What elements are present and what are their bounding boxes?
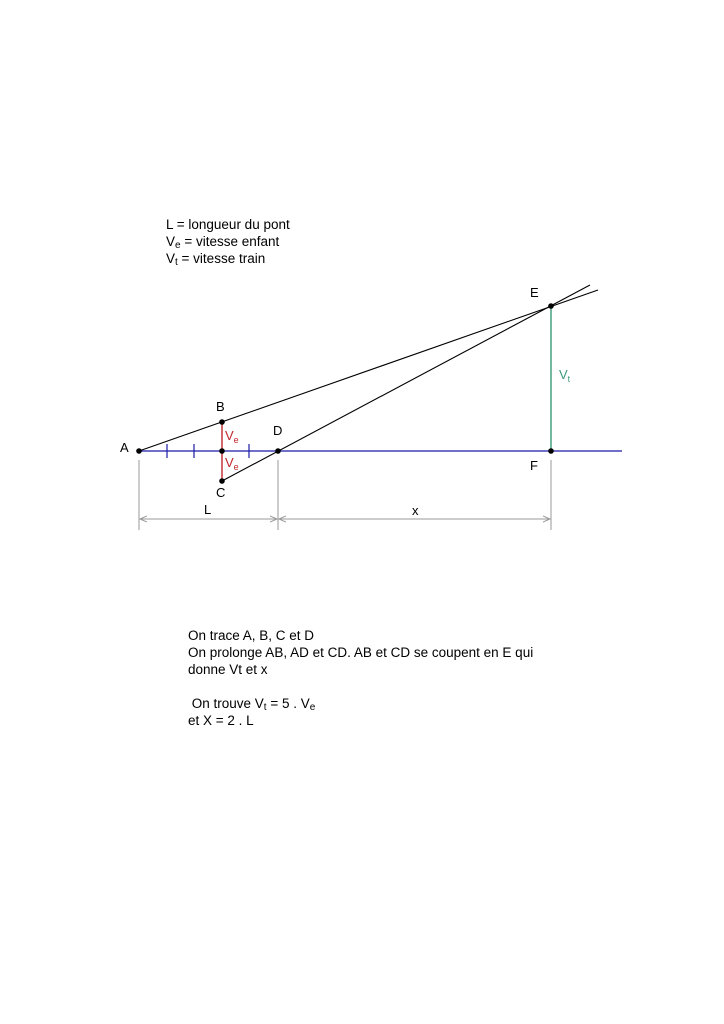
label-A: A (120, 440, 129, 455)
label-vt: $V_t$ (559, 367, 571, 384)
point-F (548, 448, 554, 454)
legend-vt-text: = vitesse train (177, 251, 266, 266)
point-B (219, 419, 225, 425)
label-dim-L: L (204, 502, 212, 517)
point-E (548, 303, 554, 309)
note-result-sub-t: t (263, 702, 267, 713)
legend-vt-sub: t (175, 257, 178, 268)
label-dim-x: x (412, 503, 419, 518)
note-line-3: donne Vt et x (188, 662, 268, 677)
note-result-sub-e: e (309, 702, 316, 713)
point-C (219, 478, 225, 484)
legend-line-length: L = longueur du pont (166, 217, 290, 232)
label-D: D (273, 423, 283, 438)
label-ve-lower: $V_e$ (225, 455, 239, 472)
note-line-2: On prolonge AB, AD et CD. AB et CD se coupent en E qui (188, 645, 534, 660)
label-F: F (530, 458, 538, 473)
note-line-result-vt (188, 695, 533, 712)
note-blank-line (188, 678, 533, 695)
label-B: B (216, 399, 225, 414)
note-result-prefix: On trouve V (188, 696, 264, 711)
label-C: C (216, 485, 226, 500)
point-D (275, 448, 281, 454)
legend-ve-text: = vitesse enfant (180, 234, 280, 249)
explanation-notes (188, 627, 533, 729)
point-mid (219, 448, 225, 454)
label-E: E (530, 285, 539, 300)
note-line-1: On trace A, B, C et D (188, 628, 315, 643)
legend-ve-sub: e (175, 240, 181, 251)
label-ve-upper: $V_e$ (225, 428, 239, 445)
legend-vt-symbol: V (166, 251, 176, 266)
note-line-result-x: et X = 2 . L (188, 713, 254, 728)
note-result-equals: = 5 . V (266, 696, 310, 711)
point-A (136, 448, 142, 454)
line-AE (139, 290, 598, 451)
legend-ve-symbol: V (166, 234, 176, 249)
